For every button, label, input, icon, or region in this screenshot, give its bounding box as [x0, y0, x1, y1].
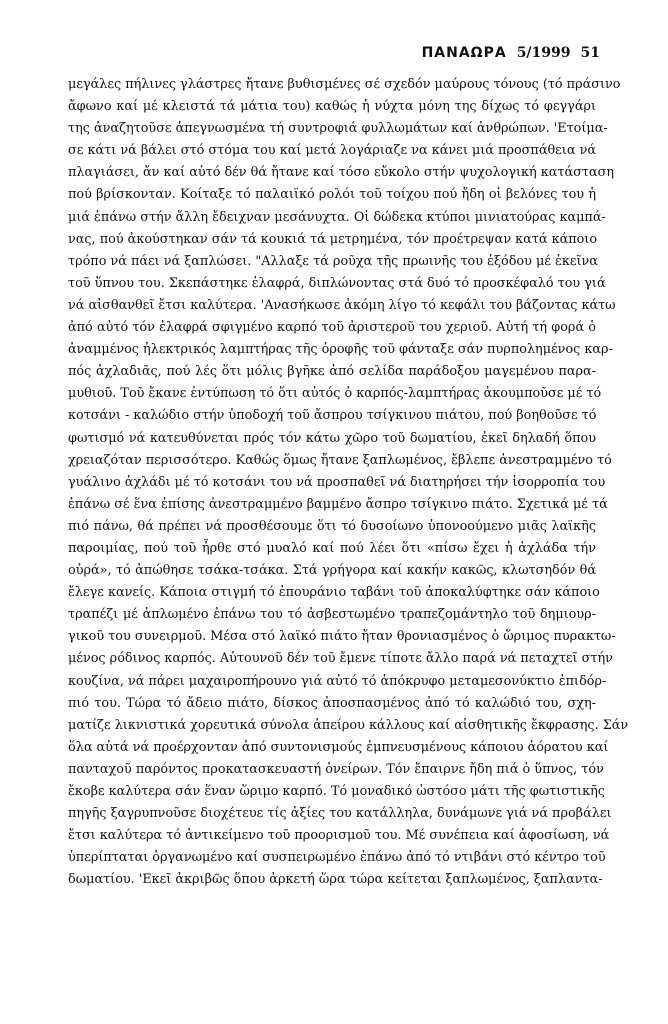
text-line: τοῦ ὕπνου του. Σκεπάστηκε ἐλαφρά, διπλώνοντας στά δυό τό προσκέφαλό του γιά	[68, 275, 606, 291]
text-line: πού βρίσκονταν. Κοίταξε τό παλαιϊκό ρολόι τοῦ τοίχου πού ἤδη οἱ βελόνες του ἡ	[68, 187, 596, 203]
text-line: δωματίου. 'Εκεῖ ἀκριβῶς ὅπου ἀρκετή ὥρα τώρα κείτεται ξαπλωμένος, ξαπλαντα-	[68, 872, 603, 888]
text-line: ματίζε λικνιστικά χορευτικά σύνολα ἀπείρου κάλλους καί αἰσθητικῆς ἔκφρασης. Σάν	[68, 717, 629, 733]
text-line: ὅλα αὐτά νά προέρχονταν ἀπό συντονισμούς ἐμπνευσμένους κάποιου ἀόρατου καί	[68, 739, 609, 755]
text-line: τραπέζι μέ ἁπλωμένο ἐπάνω του τό ἀσβεστωμένο τραπεζομάντηλο τοῦ δημιουρ-	[68, 607, 596, 623]
text-line: ἐπάνω σέ ἕνα ἐπίσης ἀνεστραμμένο βαμμένο ἄσπρο τσίγκινο πιάτο. Σχετικά μέ τά	[68, 496, 608, 512]
text-line: οὐρά», τό ἀπώθησε τσάκα-τσάκα. Στά γρήγορα καί κακήν κακῶς, κλωτσηδόν θά	[68, 563, 596, 579]
text-line: πηγῆς ξαγρυπνοῦσε διοχέτευε τίς ἀξίες του κατάλληλα, δυνάμωνε γιά νά προβάλει	[68, 806, 612, 822]
page-number: 51	[580, 45, 600, 61]
page-header	[422, 45, 600, 61]
text-line: σε κάτι νά βάλει στό στόμα του καί μετά λογάριαζε να κάνει μιά προσπάθεια νά	[68, 143, 596, 159]
text-line: γικοῦ του συνειρμοῦ. Μέσα στό λαϊκό πιάτο ἤταν θρονιασμένος ὁ ὥριμος πυρακτω-	[68, 629, 616, 645]
text-line: πιό του. Τώρα τό ἄδειο πιάτο, δίσκος ἀποσπασμένος ἀπό τό καλώδιό του, σχη-	[68, 695, 596, 711]
text-line: νας, πού ἀκούστηκαν σάν τά κουκιά τά μετρημένα, τόν προέτρεψαν κατά κάποιο	[68, 231, 598, 247]
body-text	[68, 74, 629, 891]
text-line: ἔκοβε καλύτερα σάν ἕναν ὥριμο καρπό. Τό μοναδικό ὡστόσο μάτι τῆς φωτιστικῆς	[68, 784, 605, 799]
text-line: κοτσάνι - καλώδιο στήν ὑποδοχή τοῦ ἄσπρου τσίγκινου πιάτου, πού βοηθοῦσε τό	[68, 408, 597, 424]
text-line: ἀπό αὐτό τόν ἐλαφρά σφιγμένο καρπό τοῦ ἀριστεροῦ του χεριοῦ. Αὐτή τή φορά ὁ	[68, 320, 596, 336]
text-line: μεγάλες πήλινες γλάστρες ἤτανε βυθισμένες σέ σχεδόν μαύρους τόνους (τό πράσινο	[68, 77, 621, 92]
text-line: νά αἰσθανθεῖ ἔτσι καλύτερα. 'Ανασήκωσε ἀκόμη λίγο τό κεφάλι του βάζοντας κάτω	[68, 297, 616, 313]
magazine-logo: ΠΑΝΑΩΡΑ	[421, 45, 507, 61]
text-line: πλαγιάσει, ἄν καί αὐτό δέν θά ἤτανε καί τόσο εὔκολο στήν ψυχολογική κατάσταση	[68, 165, 614, 181]
text-line: μένος ρόδινος καρπός. Αὐτουνοῦ δέν τοῦ ἔμενε τίποτε ἄλλο παρά νά πεταχτεῖ στήν	[68, 651, 613, 667]
text-line: ὑπερίπταται ὀργανωμένο καί συσπειρωμένο ἐπάνω ἀπό τό ντιβάνι στό κέντρο τοῦ	[68, 850, 606, 866]
text-line: χρειαζόταν περισσότερο. Καθώς ὅμως ἤτανε ξαπλωμένος, ἔβλεπε ἀνεστραμμένο τό	[68, 452, 612, 468]
text-line: φωτισμό νά κατευθύνεται πρός τόν κάτω χῶρο τοῦ δωματίου, ἐκεῖ δηλαδή ὅπου	[68, 430, 596, 446]
text-line: μιά ἐπάνω στήν ἄλλη ἔδειχναν μεσάνυχτα. Οἱ δώδεκα κτύποι μινιατούρας καμπά-	[68, 209, 606, 225]
text-line: κουζίνα, νά πάρει μαχαιροπήρουνο γιά αὐτό τό ἀπόκρυφο μεταμεσονύκτιο ἐπιδόρ-	[68, 673, 607, 689]
issue-number: 5/1999	[516, 45, 571, 61]
text-line: ἔλεγε κανείς. Κάποια στιγμή τό ἐπουράνιο ταβάνι τοῦ ἀποκαλύφτηκε σάν κάποιο	[68, 585, 600, 601]
text-line: μυθιοῦ. Τοῦ ἔκανε ἐντύπωση τό ὅτι αὐτός ὁ καρπός-λαμπτήρας ἀκουμποῦσε μέ τό	[68, 386, 602, 402]
text-line: ἔτσι καλύτερα τό ἀντικείμενο τοῦ προορισμοῦ του. Μέ συνέπεια καί ἀφοσίωση, νά	[68, 828, 610, 844]
text-line: ἀναμμένος ἠλεκτρικός λαμπτήρας τῆς ὀροφῆς τοῦ φάνταξε σάν πυρπολημένος καρ-	[68, 342, 613, 358]
text-line: γυάλινο ἀχλάδι μέ τό κοτσάνι του νά προσπαθεῖ νά διατηρήσει τήν ἰσορροπία του	[68, 474, 606, 490]
text-line: πανταχοῦ παρόντος προκατασκευαστή ὀνείρων. Τόν ἔπαιρνε ἤδη πιά ὁ ὕπνος, τόν	[68, 761, 604, 777]
text-line: πός ἀχλαδιᾶς, πού λές ὅτι μόλις βγῆκε ἀπό σελίδα παράδοξου μαγεμένου παρα-	[68, 364, 596, 380]
text-line: πιό πάνω, θά πρέπει νά προσθέσουμε ὅτι τό δυσοίωνο ὑπονοούμενο μιᾶς λαϊκῆς	[68, 518, 596, 534]
text-line: της ἀναζητοῦσε ἀπεγνωσμένα τή συντροφιά φυλλωμάτων καί ἀνθρώπων. 'Ετοίμα-	[68, 121, 608, 137]
text-line: ἄφωνο καί μέ κλειστά τά μάτια του) καθώς ἡ νύχτα μόνη της δίχως τό φεγγάρι	[68, 99, 596, 115]
text-line: παροιμίας, πού τοῦ ἦρθε στό μυαλό καί πού λέει ὅτι «πίσω ἔχει ἡ ἀχλάδα τήν	[68, 540, 596, 556]
text-line: τρόπο νά πάει νά ξαπλώσει. "Αλλαξε τά ροῦχα τῆς πρωινῆς του ἐξόδου μέ ἐκεῖνα	[68, 253, 598, 269]
